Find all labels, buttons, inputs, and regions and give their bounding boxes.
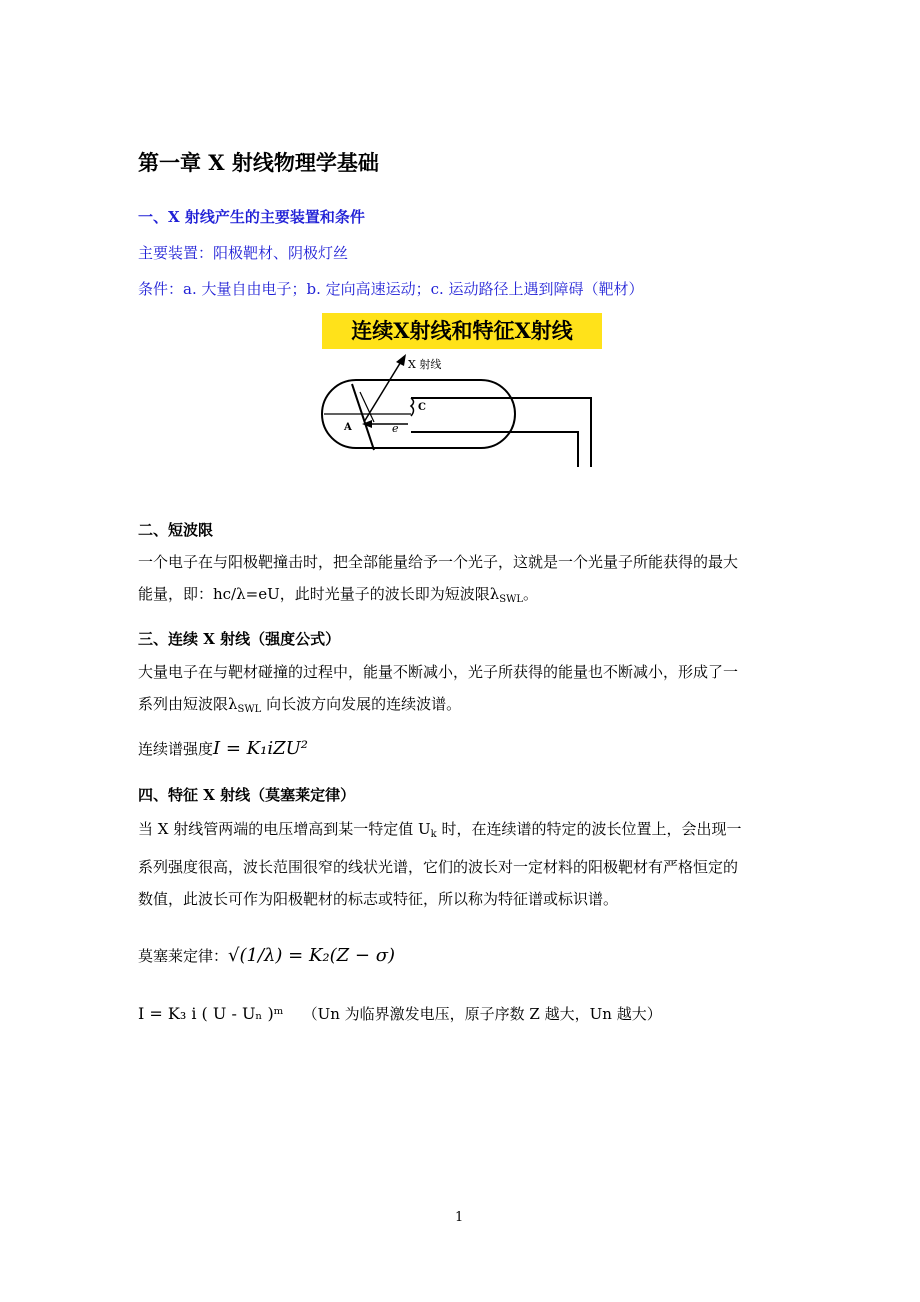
cathode-label: C: [418, 402, 426, 413]
page-title: 第一章 X 射线物理学基础: [138, 150, 379, 175]
page-number: 1: [455, 1210, 464, 1225]
moseley-label: 莫塞莱定律：: [138, 947, 229, 965]
moseley-line: [138, 945, 395, 966]
section4-paragraph: [138, 813, 788, 915]
continuous-formula: I = K₁iZU²: [213, 738, 308, 759]
formula-note: （Un 为临界激发电压，原子序数 Z 越大，Un 越大）: [302, 1005, 662, 1023]
xray-label: X 射线: [408, 358, 442, 371]
section2-line1: 一个电子在与阳极靶撞击时，把全部能量给予一个光子，这就是一个光量子所能获得的最大: [138, 553, 739, 571]
section4-line2: 系列强度很高，波长范围很窄的线状光谱，它们的波长对一定材料的阳极靶材有严格恒定的: [138, 858, 739, 876]
section1-devices: 主要装置：阳极靶材、阴极灯丝: [138, 244, 349, 262]
section3-paragraph: [138, 656, 788, 726]
section2-line2: 能量，即：hc/λ=eU，此时光量子的波长即为短波限$\lambda_{SWL}$。: [138, 585, 539, 605]
section4-line1: 当 X 射线管两端的电压增高到某一特定值 $U_k$ 时，在连续谱的特定的波长位置上，会出现一: [138, 820, 742, 840]
intensity-formula-line: [138, 1003, 662, 1024]
electron-label: e: [392, 422, 399, 435]
moseley-formula: √(1/λ) = K₂(Z − σ): [228, 945, 396, 966]
section3-line2: 系列由短波限$\lambda_{SWL}$ 向长波方向发展的连续波谱。: [138, 695, 462, 715]
section4-line3: 数值，此波长可作为阳极靶材的标志或特征，所以称为特征谱或标识谱。: [138, 890, 619, 908]
intensity-line: [138, 738, 308, 759]
figure-banner: 连续X射线和特征X射线: [322, 313, 602, 349]
xray-tube-diagram: [316, 352, 606, 472]
section2-heading: 二、短波限: [138, 521, 214, 539]
section3-heading: 三、连续 X 射线（强度公式）: [138, 630, 341, 648]
anode-label: A: [344, 422, 352, 433]
section1-conditions: 条件：a. 大量自由电子；b. 定向高速运动；c. 运动路径上遇到障碍（靶材）: [138, 280, 644, 298]
section3-line1: 大量电子在与靶材碰撞的过程中，能量不断减小，光子所获得的能量也不断减小，形成了一: [138, 663, 739, 681]
section1-heading: 一、X 射线产生的主要装置和条件: [138, 208, 365, 226]
characteristic-formula: I = K₃ i ( U - Uₙ )ᵐ: [138, 1004, 284, 1023]
section2-paragraph: [138, 546, 788, 616]
intensity-label: 连续谱强度: [138, 740, 214, 758]
section4-heading: 四、特征 X 射线（莫塞莱定律）: [138, 786, 356, 804]
